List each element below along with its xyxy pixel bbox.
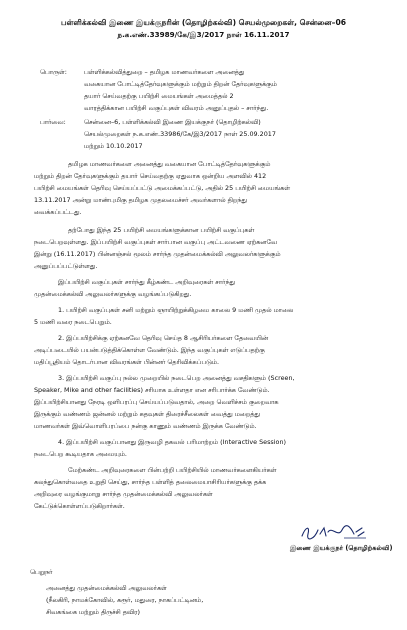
instruction-item: 3. இப்பயிற்சி வகுப்பு நல்ல முறையில் நடைபெற அனைத்து வசதிகளும் (Screen, — [58, 374, 295, 382]
body-paragraph-line: இன்று (16.11.2017) பின்னஞ்சல் மூலம் சார்ந்த முதன்மைக்கல்வி அலுவலர்களுக்கும் — [34, 250, 281, 258]
recipient-line: சிவகங்கை மற்றும் திருச்சி தவிர) — [46, 608, 140, 616]
instruction-item: அடிப்படையில் பயன்படுத்திக்கொள்ள வேண்டும். இந்த வகுப்புகள் எடுப்பதற்கு — [34, 346, 265, 354]
instruction-item: 4. இப்பயிற்சி வகுப்பானது இருவழி தகவல் பரிமாற்றம் (Interactive Session) — [58, 438, 286, 446]
body-paragraph-line: வைக்கப்பட்டது. — [34, 208, 82, 216]
reference-label: பார்வை: — [40, 118, 66, 126]
body-paragraph-line: தற்போது இந்த 25 பயிற்சி மையங்களுக்கான பயிற்சி வகுப்புகள் — [68, 226, 255, 234]
body-paragraph-line: அறிவுரை வழங்குமாறு சார்ந்த முதன்மைக்கல்வி அலுவலர்கள் — [34, 490, 213, 498]
instruction-item: நடைபெற கூடியதாக அமையும். — [34, 450, 127, 458]
header-reference: ந.க.எண்.33989/கே/இ3/2017 நாள் 16.11.2017 — [117, 30, 290, 39]
body-paragraph-line: கலந்துகொள்வதை உறுதி செய்து, சார்ந்த பள்ளித் தலைமையாசிரியர்களுக்கு தக்க — [34, 478, 267, 486]
body-paragraph-line: கேட்டுக்கொள்ளப்படுகிறார்கள். — [34, 502, 125, 510]
body-paragraph-line: மற்றும் திறன் தேர்வுகளுக்கும் தயார் செய்வதற்கு ஏதுவாக ஒன்றிய அளவில் 412 — [34, 172, 267, 180]
body-paragraph-line: 13.11.2017 அன்று மாண்புமிகு தமிழக முதலமைச்சர் அவர்களால் திறந்து — [34, 196, 247, 204]
body-paragraph-line: இப்பயிற்சி வகுப்புகள் சார்ந்து கீழ்கண்ட அறிவுரைகள் சார்ந்து — [58, 278, 236, 286]
subject-line: பள்ளிக்கல்வித்துறை – தமிழக மாணவர்களை அனைத்து — [84, 68, 245, 76]
subject-line: தயார் செய்வதற்கு பயிற்சி மையங்கள் அமைத்தல் 2 — [84, 92, 234, 100]
handwritten-signature — [298, 520, 370, 544]
instruction-item: இருக்கும் வண்ணம் ஜன்னல் மற்றும் கதவுகள் திரைச்சீலைகள் வைத்து மறைத்து — [34, 410, 260, 418]
body-paragraph-line: அனுப்பப்பட்டுள்ளது. — [34, 262, 98, 270]
body-paragraph-line: நடைபெறவுள்ளது. இப்பயிற்சி வகுப்புகள் சார்பான வகுப்பு அட்டவணை ஏற்கனவே — [34, 238, 278, 246]
instruction-item: Speaker, Mike and other facilities) சரியாக உள்ளதா என சரிபார்க்க வேண்டும். — [34, 386, 270, 394]
recipient-line: அனைத்து முதன்மைக்கல்வி அலுவலர்கள் — [46, 584, 167, 592]
signatory-title: இணை இயக்குநர் (தொழிற்கல்வி) — [290, 544, 393, 552]
instruction-item: 5 மணி வரை நடைபெறும். — [34, 318, 112, 326]
subject-label: பொருள்: — [40, 68, 67, 76]
instruction-item: 1. பயிற்சி வகுப்புகள் சனி மற்றும் ஞாயிற்றுக்கிழமை காலை 9 மணி முதல் மாலை — [58, 306, 294, 314]
recipients-label: பெறுநர் — [30, 568, 53, 576]
body-paragraph-line: முதன்மைக்கல்வி அலுவலர்களுக்கு வழங்கப்படுகிறது. — [34, 290, 192, 298]
subject-line: வாரத்திக்கான பயிற்சி வகுப்புகள் விவரம் அனுப்புதல் – சார்ந்து. — [84, 104, 269, 112]
reference-line: சென்னை–6, பள்ளிக்கல்வி இணை இயக்குநர் (தொழிற்கல்வி) — [84, 118, 261, 126]
body-paragraph-line: பயிற்சி மையங்கள் தெரிவு செய்யப்பட்டு அமைக்கப்பட்டு, அதில் 25 பயிற்சி மையங்கள் — [34, 184, 291, 192]
reference-line: செயல்முறைகள் ந.க.எண்.33986/கே/இ3/2017 நாள் 25.09.2017 — [84, 130, 276, 138]
body-paragraph-line: மேற்கண்ட அறிவுரைகளை பின்பற்றி பயிற்சியில் மாணவர்களைகியர்கள் — [68, 466, 277, 474]
instruction-item: மதிப்பூதியம் தொடர்பான விவரங்கள் பின்னர் தெரிவிக்கப்படும். — [34, 358, 219, 366]
body-paragraph-line: தமிழக மாணவர்களை அனைத்து வகையான போட்டித்தேர்வுகளுக்கும் — [68, 160, 271, 168]
instruction-item: 2. இப்பயிற்சிக்கு ஏற்கனவே தெரிவு செய்த 8 ஆசிரியர்களை தேவையின் — [58, 334, 269, 342]
instruction-item: இப்பயிற்சியானது நேரடி ஒளிபரப்பு செய்யப்படுவதால், அறை வெளிச்சம் குறைவாக — [34, 398, 279, 406]
reference-line: மற்றும் 10.10.2017 — [84, 142, 143, 150]
subject-line: வகையான போட்டித்தேர்வுகளுக்கும் மற்றும் திறன் தேர்வுகளுக்கும் — [84, 80, 277, 88]
instruction-item: மாணவர்கள் இவ்வொளிபரப்பை நன்கு காணும் வண்ணம் இருக்க வேண்டும். — [34, 422, 257, 430]
recipient-line: (நீலகிரி, நாமக்கோவில், கரூர், மதுரை, நாகப்பட்டினம், — [46, 596, 204, 604]
header-title: பள்ளிக்கல்வி இணை இயக்குநரின் (தொழிற்கல்வி) செயல்முறைகள், சென்னை–06 — [60, 18, 347, 27]
